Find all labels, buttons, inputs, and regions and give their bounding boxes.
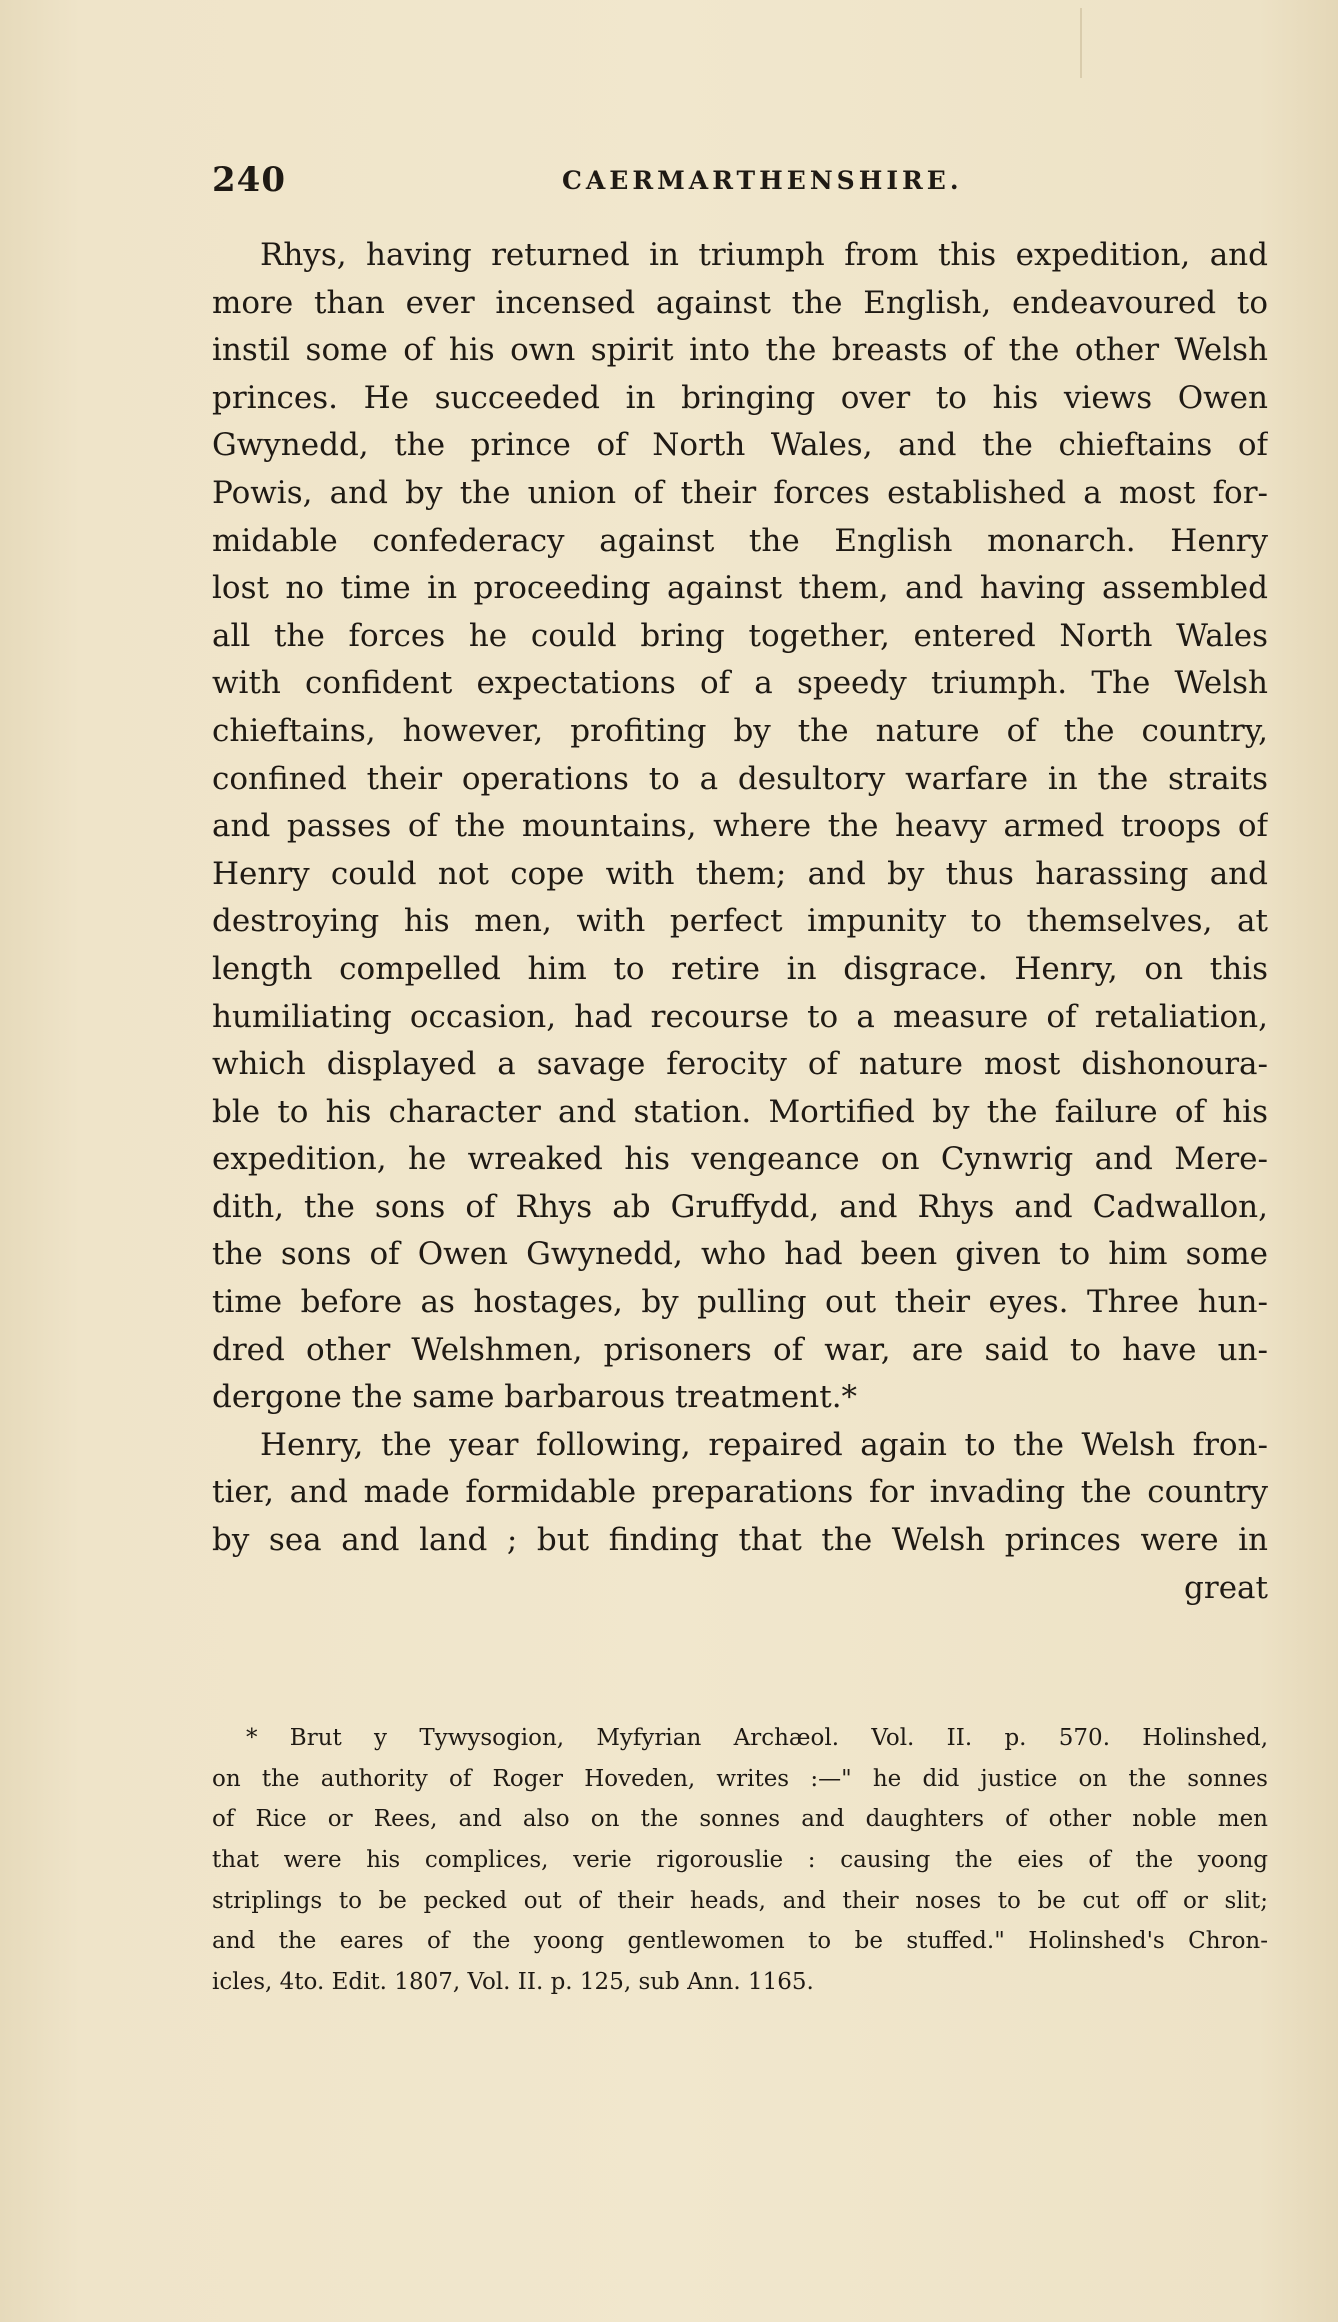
- footnote-line: and the eares of the yoong gentlewomen to be stuffed." Holinshed's Chron-: [212, 1928, 1268, 1955]
- footnote-line: striplings to be pecked out of their heads, and their noses to be cut off or slit;: [212, 1887, 1268, 1914]
- footnote-line: that were his complices, verie rigorouslie : causing the eies of the yoong: [212, 1847, 1268, 1874]
- text-line: instil some of his own spirit into the breasts of the other Welsh: [212, 332, 1268, 369]
- footnote-line: * Brut y Tywysogion, Myfyrian Archæol. Vol. II. p. 570. Holinshed,: [246, 1725, 1268, 1751]
- page-number: 240: [212, 160, 286, 200]
- text-line: the sons of Owen Gwynedd, who had been given to him some: [212, 1236, 1268, 1273]
- footnote-line: on the authority of Roger Hoveden, writes :—" he did justice on the sonnes: [212, 1765, 1268, 1792]
- text-line: princes. He succeeded in bringing over to his views Owen: [212, 379, 1268, 416]
- text-line: destroying his men, with perfect impunity to themselves, at: [212, 903, 1268, 940]
- text-line: dergone the same barbarous treatment.*: [212, 1379, 858, 1416]
- running-head: CAERMARTHENSHIRE.: [562, 166, 963, 195]
- body-text: [212, 232, 1268, 1612]
- text-line: chieftains, however, profiting by the nature of the country,: [212, 712, 1268, 749]
- paper-crease: [1080, 8, 1082, 78]
- footnote: [212, 1718, 1268, 2003]
- footnote-line: of Rice or Rees, and also on the sonnes and daughters of other noble men: [212, 1806, 1268, 1833]
- text-line: Gwynedd, the prince of North Wales, and the chieftains of: [212, 427, 1268, 464]
- text-line: Rhys, having returned in triumph from this expedition, and: [260, 237, 1268, 273]
- text-line: more than ever incensed against the English, endeavoured to: [212, 284, 1268, 321]
- text-line: dith, the sons of Rhys ab Gruffydd, and Rhys and Cadwallon,: [212, 1188, 1268, 1225]
- text-line: expedition, he wreaked his vengeance on Cynwrig and Mere-: [212, 1141, 1268, 1178]
- text-line: Powis, and by the union of their forces established a most for-: [212, 474, 1268, 511]
- text-line: dred other Welshmen, prisoners of war, are said to have un-: [212, 1331, 1268, 1368]
- text-line: and passes of the mountains, where the heavy armed troops of: [212, 808, 1268, 845]
- text-line: length compelled him to retire in disgrace. Henry, on this: [212, 950, 1268, 987]
- page-header: [212, 160, 1268, 200]
- text-line: which displayed a savage ferocity of nature most dishonoura-: [212, 1046, 1268, 1083]
- text-line: Henry, the year following, repaired again to the Welsh fron-: [260, 1426, 1268, 1463]
- catchword: great: [1184, 1569, 1268, 1606]
- text-line: lost no time in proceeding against them, and having assembled: [212, 570, 1268, 607]
- text-line: with confident expectations of a speedy triumph. The Welsh: [212, 665, 1268, 702]
- text-line: ble to his character and station. Mortified by the failure of his: [212, 1093, 1268, 1130]
- footnote-line: icles, 4to. Edit. 1807, Vol. II. p. 125, sub Ann. 1165.: [212, 1969, 814, 1996]
- text-line: tier, and made formidable preparations for invading the country: [212, 1474, 1268, 1511]
- text-line: by sea and land ; but finding that the Welsh princes were in: [212, 1522, 1268, 1559]
- text-line: all the forces he could bring together, entered North Wales: [212, 617, 1268, 654]
- text-line: Henry could not cope with them; and by thus harassing and: [212, 855, 1268, 892]
- text-line: humiliating occasion, had recourse to a measure of retaliation,: [212, 998, 1268, 1035]
- text-line: midable confederacy against the English monarch. Henry: [212, 522, 1268, 559]
- text-line: confined their operations to a desultory warfare in the straits: [212, 760, 1268, 797]
- text-line: time before as hostages, by pulling out their eyes. Three hun-: [212, 1284, 1268, 1321]
